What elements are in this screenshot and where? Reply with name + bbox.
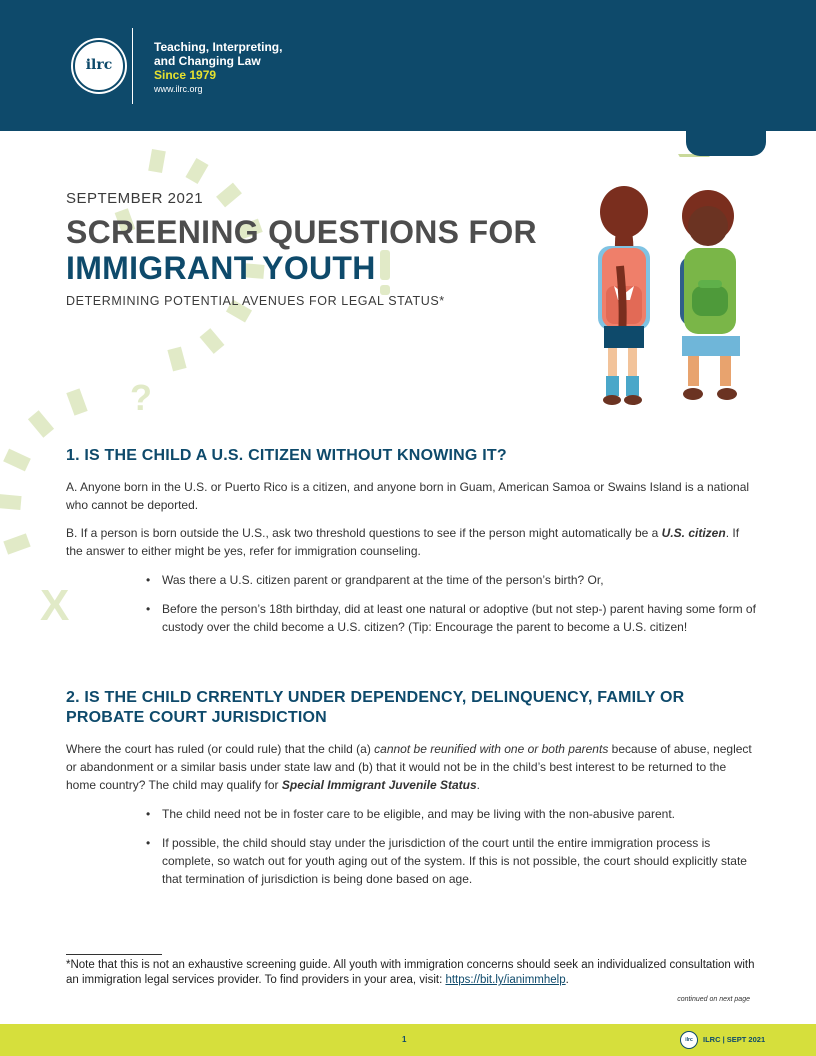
- date-kicker: SEPTEMBER 2021: [66, 190, 204, 207]
- section-1-bullets: [146, 571, 756, 636]
- list-item: • The child need not be in foster care to be eligible, and may be living with the non-abusive parent.: [146, 805, 756, 823]
- page-number: 1: [402, 1035, 407, 1044]
- section-2-bullets: [146, 805, 756, 888]
- list-item: • If possible, the child should stay under the jurisdiction of the court until the entire immigration process is complete, so watch out for youth aging out of the system. If this is not possible, the court should explicitly state that termination of jurisdiction is being done based on age.: [146, 834, 756, 888]
- header-banner: [0, 0, 816, 131]
- section-2-para: [66, 740, 756, 794]
- tagline-since: Since 1979: [154, 68, 217, 82]
- list-item: • Was there a U.S. citizen parent or grandparent at the time of the person’s birth? Or,: [146, 571, 756, 589]
- footnote-rule: [66, 954, 162, 955]
- footnote-text: *Note that this is not an exhaustive screening guide. All youth with immigration concerns should seek an individualized consultation with an immigration legal services provider. To find providers in your area, visit:: [66, 959, 755, 986]
- provider-link[interactable]: https://bit.ly/ianimmhelp: [445, 974, 566, 986]
- boy-figure: [680, 190, 740, 400]
- svg-text:X: X: [40, 581, 70, 630]
- para-b-emphasis: U.S. citizen: [661, 526, 726, 540]
- continued-note: continued on next page: [677, 996, 750, 1003]
- website-url[interactable]: www.ilrc.org: [154, 84, 203, 94]
- footer-logo: ilrc: [680, 1031, 698, 1049]
- para-text-mid: because of abuse, neglect or abandonment or a similar basis under state law and (b) that it would not be in the child’s best interest to be returned to the home country? The child may qualify for: [66, 742, 752, 792]
- tagline: [154, 40, 282, 96]
- header-tab: [686, 128, 766, 156]
- section-1-para-b: [66, 524, 756, 560]
- tagline-line2: and Changing Law: [154, 54, 261, 68]
- tagline-line1: Teaching, Interpreting,: [154, 40, 283, 54]
- children-illustration: [590, 186, 760, 412]
- logo-text: ilrc: [85, 57, 113, 73]
- svg-text:?: ?: [130, 377, 152, 418]
- para-italic: cannot be reunified with one or both parents: [374, 742, 609, 756]
- list-item: • Before the person’s 18th birthday, did at least one natural or adoptive (but not step-) parent having some form of custody over the child become a U.S. citizen? (Tip: Encourage the parent to become a U.S. citizen!: [146, 600, 756, 636]
- section-1-heading: 1. IS THE CHILD A U.S. CITIZEN WITHOUT KNOWING IT?: [66, 447, 507, 464]
- title-line2: IMMIGRANT YOUTH: [66, 250, 376, 286]
- footnote-end: .: [565, 974, 569, 986]
- logo-divider: [132, 28, 133, 104]
- ilrc-logo[interactable]: [73, 40, 125, 92]
- title-line1: SCREENING QUESTIONS FOR: [66, 214, 537, 250]
- section-2: [66, 688, 756, 888]
- para-end: .: [476, 778, 480, 792]
- subtitle: DETERMINING POTENTIAL AVENUES FOR LEGAL STATUS*: [66, 294, 445, 308]
- page-title: [66, 214, 537, 286]
- section-1-para-a: A. Anyone born in the U.S. or Puerto Rico is a citizen, and anyone born in Guam, American Samoa or Swains Island is a national who cannot be deported.: [66, 480, 750, 512]
- section-2-heading: 2. IS THE CHILD CRRENTLY UNDER DEPENDENCY, DELINQUENCY, FAMILY OR PROBATE COURT JURISDICTION: [66, 689, 685, 726]
- footnote: [66, 958, 756, 988]
- para-b-text: B. If a person is born outside the U.S., ask two threshold questions to see if the person might automatically be a: [66, 526, 662, 540]
- girl-figure: [598, 186, 650, 405]
- para-b-end: . If the answer to either might be yes, refer for immigration counseling.: [66, 526, 740, 558]
- para-emphasis: Special Immigrant Juvenile Status: [281, 778, 477, 792]
- footer-brand: ILRC | SEPT 2021: [703, 1035, 766, 1044]
- section-1: [66, 446, 756, 636]
- para-text: Where the court has ruled (or could rule) that the child (a): [66, 742, 375, 756]
